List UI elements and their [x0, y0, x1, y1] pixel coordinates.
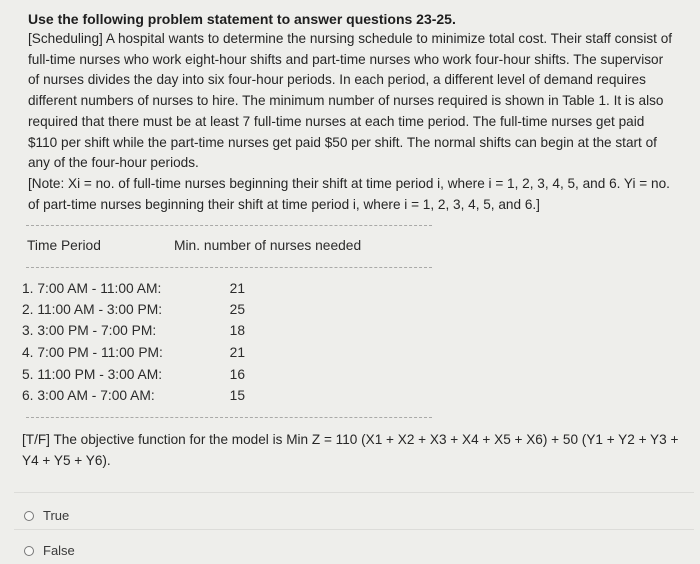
- period-label-2: 2. 11:00 AM - 3:00 PM:: [22, 302, 163, 317]
- question-text: [T/F] The objective function for the model is Min Z = 110 (X1 + X2 + X3 + X4 + X5 + X6) + 50 (Y1 + Y2 + Y3 + Y4 + Y5 + Y6).: [22, 432, 679, 468]
- radio-false[interactable]: [24, 546, 34, 556]
- period-label-4: 4. 7:00 PM - 11:00 PM:: [22, 345, 163, 360]
- min-nurses-5: 16: [229, 367, 245, 382]
- header-time-period: Time Period: [27, 238, 101, 253]
- problem-statement: [28, 29, 676, 215]
- question-heading: Use the following problem statement to answer questions 23-25.: [28, 11, 456, 27]
- options-middle-divider: [14, 529, 694, 530]
- min-nurses-6: 15: [229, 388, 245, 403]
- period-label-6: 6. 3:00 AM - 7:00 AM:: [22, 388, 155, 403]
- header-min-nurses: Min. number of nurses needed: [174, 238, 362, 253]
- variable-note: [Note: Xi = no. of full-time nurses beginning their shift at time period i, where i = 1, 2, 3, 4, 5, and 6. Yi = no. of part-time nurses beginning their shift at time period i, where i = 1, 2, 3, 4, 5, and 6.]: [28, 175, 670, 212]
- min-nurses-2: 25: [229, 302, 245, 317]
- min-nurses-4: 21: [229, 345, 245, 360]
- table-top-divider: [26, 225, 432, 226]
- period-label-1: 1. 7:00 AM - 11:00 AM:: [22, 281, 162, 296]
- table-bottom-divider: [26, 417, 432, 418]
- option-false-label[interactable]: False: [43, 543, 75, 558]
- problem-description: [Scheduling] A hospital wants to determine the nursing schedule to minimize total cost. Their staff consist of full-time nurses who work eight-hour shifts and part-time nurses who work four-hour shifts. The supervisor of nurses divides the day into six four-hour periods. In each period, a different level of demand requires different numbers of nurses to hire. The minimum number of nurses required is shown in Table 1. It is also required that there must be at least 7 full-time nurses at each time period. The full-time nurses get paid $110 per shift while the part-time nurses get paid $50 per shift. The normal shifts can begin at the start of any of the four-hour periods.: [28, 31, 673, 171]
- radio-true[interactable]: [24, 511, 34, 521]
- option-true[interactable]: [24, 508, 69, 523]
- table-header-divider: [26, 267, 432, 268]
- option-true-label[interactable]: True: [43, 508, 70, 523]
- period-label-3: 3. 3:00 PM - 7:00 PM:: [22, 323, 157, 338]
- min-nurses-1: 21: [229, 281, 245, 296]
- options-top-divider: [14, 492, 694, 493]
- period-label-5: 5. 11:00 PM - 3:00 AM:: [22, 367, 163, 382]
- option-false[interactable]: [24, 543, 75, 558]
- min-nurses-3: 18: [229, 323, 245, 338]
